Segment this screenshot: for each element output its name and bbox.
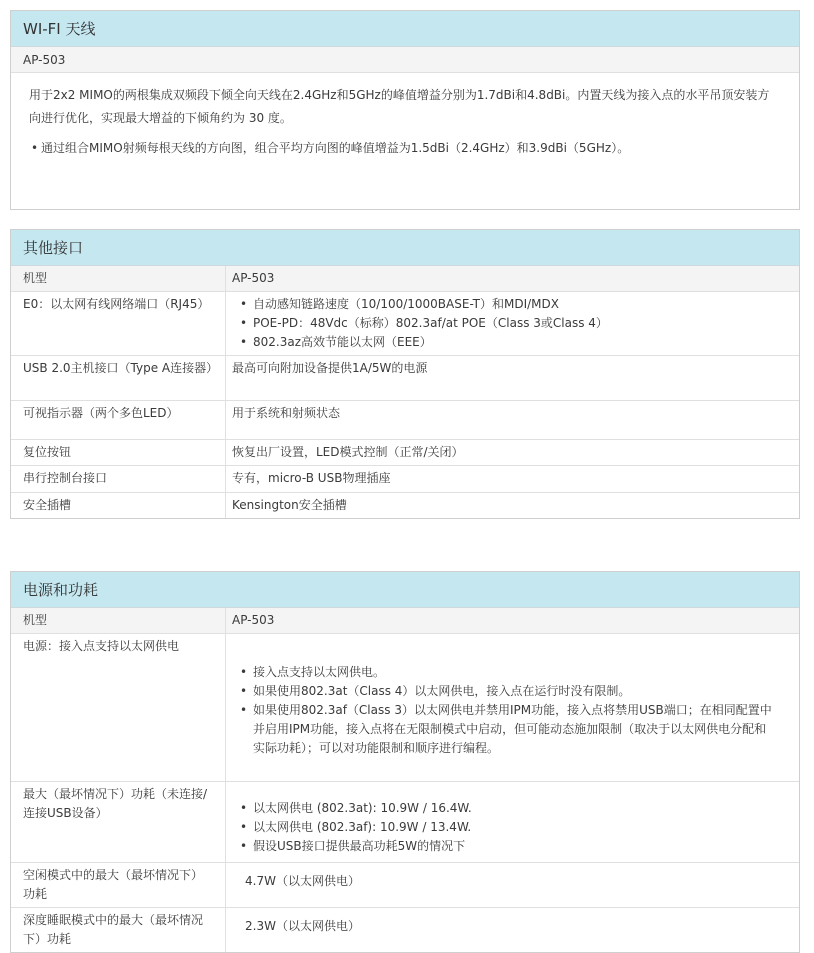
model-column-value: AP-503 (226, 266, 799, 291)
spec-bullet-list (232, 799, 775, 856)
model-column-header: 机型 (11, 608, 226, 633)
spec-label: 最大（最坏情况下）功耗（未连接/连接USB设备） (11, 782, 226, 862)
section-power-consumption (10, 571, 800, 953)
antenna-paragraph: 用于2x2 MIMO的两根集成双频段下倾全向天线在2.4GHz和5GHz的峰值增益分别为1.7dBi和4.8dBi。内置天线为接入点的水平吊顶安装方向进行优化，实现最大增益的下倾角约为 30 度。 (29, 88, 770, 125)
model-column-header: 机型 (11, 266, 226, 291)
spec-label: 空闲模式中的最大（最坏情况下）功耗 (11, 863, 226, 907)
section-wifi-antenna (10, 10, 800, 210)
spec-bullet-item: • 802.3az高效节能以太网（EEE） (232, 333, 775, 352)
spec-label: 复位按钮 (11, 440, 226, 465)
spec-value (226, 782, 799, 862)
section-other-interfaces (10, 229, 800, 519)
spec-value: 4.7W（以太网供电） (245, 874, 360, 888)
table-row (11, 781, 799, 862)
spec-label: 可视指示器（两个多色LED） (11, 401, 226, 439)
antenna-description (11, 73, 799, 209)
antenna-bullet-item: • 通过组合MIMO射频每根天线的方向图，组合平均方向图的峰值增益为1.5dBi（2.4GHz）和3.9dBi（5GHz）。 (29, 137, 781, 160)
spec-bullet-item: • 如果使用802.3at（Class 4）以太网供电，接入点在运行时没有限制。 (232, 682, 775, 701)
spec-bullet-list (232, 295, 775, 352)
table-row (11, 862, 799, 907)
model-column-value: AP-503 (226, 608, 799, 633)
spec-bullet-item: • 假设USB接口提供最高功耗5W的情况下 (232, 837, 775, 856)
spec-value: 恢复出厂设置，LED模式控制（正常/关闭） (232, 445, 464, 459)
table-row (11, 907, 799, 952)
spec-bullet-item: • 自动感知链路速度（10/100/1000BASE-T）和MDI/MDX (232, 295, 775, 314)
model-bar: AP-503 (11, 47, 799, 73)
table-row (11, 355, 799, 400)
spec-label: 安全插槽 (11, 493, 226, 518)
spec-bullet-item: • 以太网供电 (802.3at): 10.9W / 16.4W. (232, 799, 775, 818)
table-row (11, 465, 799, 492)
spec-value (226, 634, 799, 781)
spec-value: 专有，micro-B USB物理插座 (232, 471, 391, 485)
spec-value: 2.3W（以太网供电） (245, 919, 360, 933)
spec-label: E0：以太网有线网络端口（RJ45） (11, 292, 226, 355)
spec-value: 用于系统和射频状态 (232, 406, 341, 420)
spec-bullet-item: • 接入点支持以太网供电。 (232, 663, 775, 682)
table-header-row (11, 608, 799, 633)
table-row (11, 492, 799, 518)
spec-value: 最高可向附加设备提供1A/5W的电源 (232, 361, 428, 375)
spec-value (226, 292, 799, 355)
spec-label: 串行控制台接口 (11, 466, 226, 492)
antenna-bullet-list (29, 137, 781, 160)
table-row (11, 633, 799, 781)
section-title-other-interfaces: 其他接口 (11, 230, 799, 266)
spec-label: 深度睡眠模式中的最大（最坏情况下）功耗 (11, 908, 226, 952)
table-header-row (11, 266, 799, 291)
spec-label: 电源：接入点支持以太网供电 (11, 634, 226, 781)
table-row (11, 400, 799, 439)
spec-bullet-item: • 以太网供电 (802.3af): 10.9W / 13.4W. (232, 818, 775, 837)
spec-label: USB 2.0主机接口（Type A连接器） (11, 356, 226, 400)
section-title-wifi-antenna: WI-FI 天线 (11, 11, 799, 47)
table-row (11, 291, 799, 355)
spec-value: Kensington安全插槽 (232, 498, 347, 512)
spec-bullet-list (232, 663, 775, 758)
spec-bullet-item: • 如果使用802.3af（Class 3）以太网供电并禁用IPM功能，接入点将禁用USB端口；在相同配置中并启用IPM功能，接入点将在无限制模式中启动，但可能动态施加限制（取决于以太网供电分配和实际功耗）；可以对功能限制和顺序进行编程。 (232, 701, 775, 758)
section-title-power-consumption: 电源和功耗 (11, 572, 799, 608)
table-row (11, 439, 799, 465)
spec-bullet-item: • POE-PD：48Vdc（标称）802.3af/at POE（Class 3或Class 4） (232, 314, 775, 333)
